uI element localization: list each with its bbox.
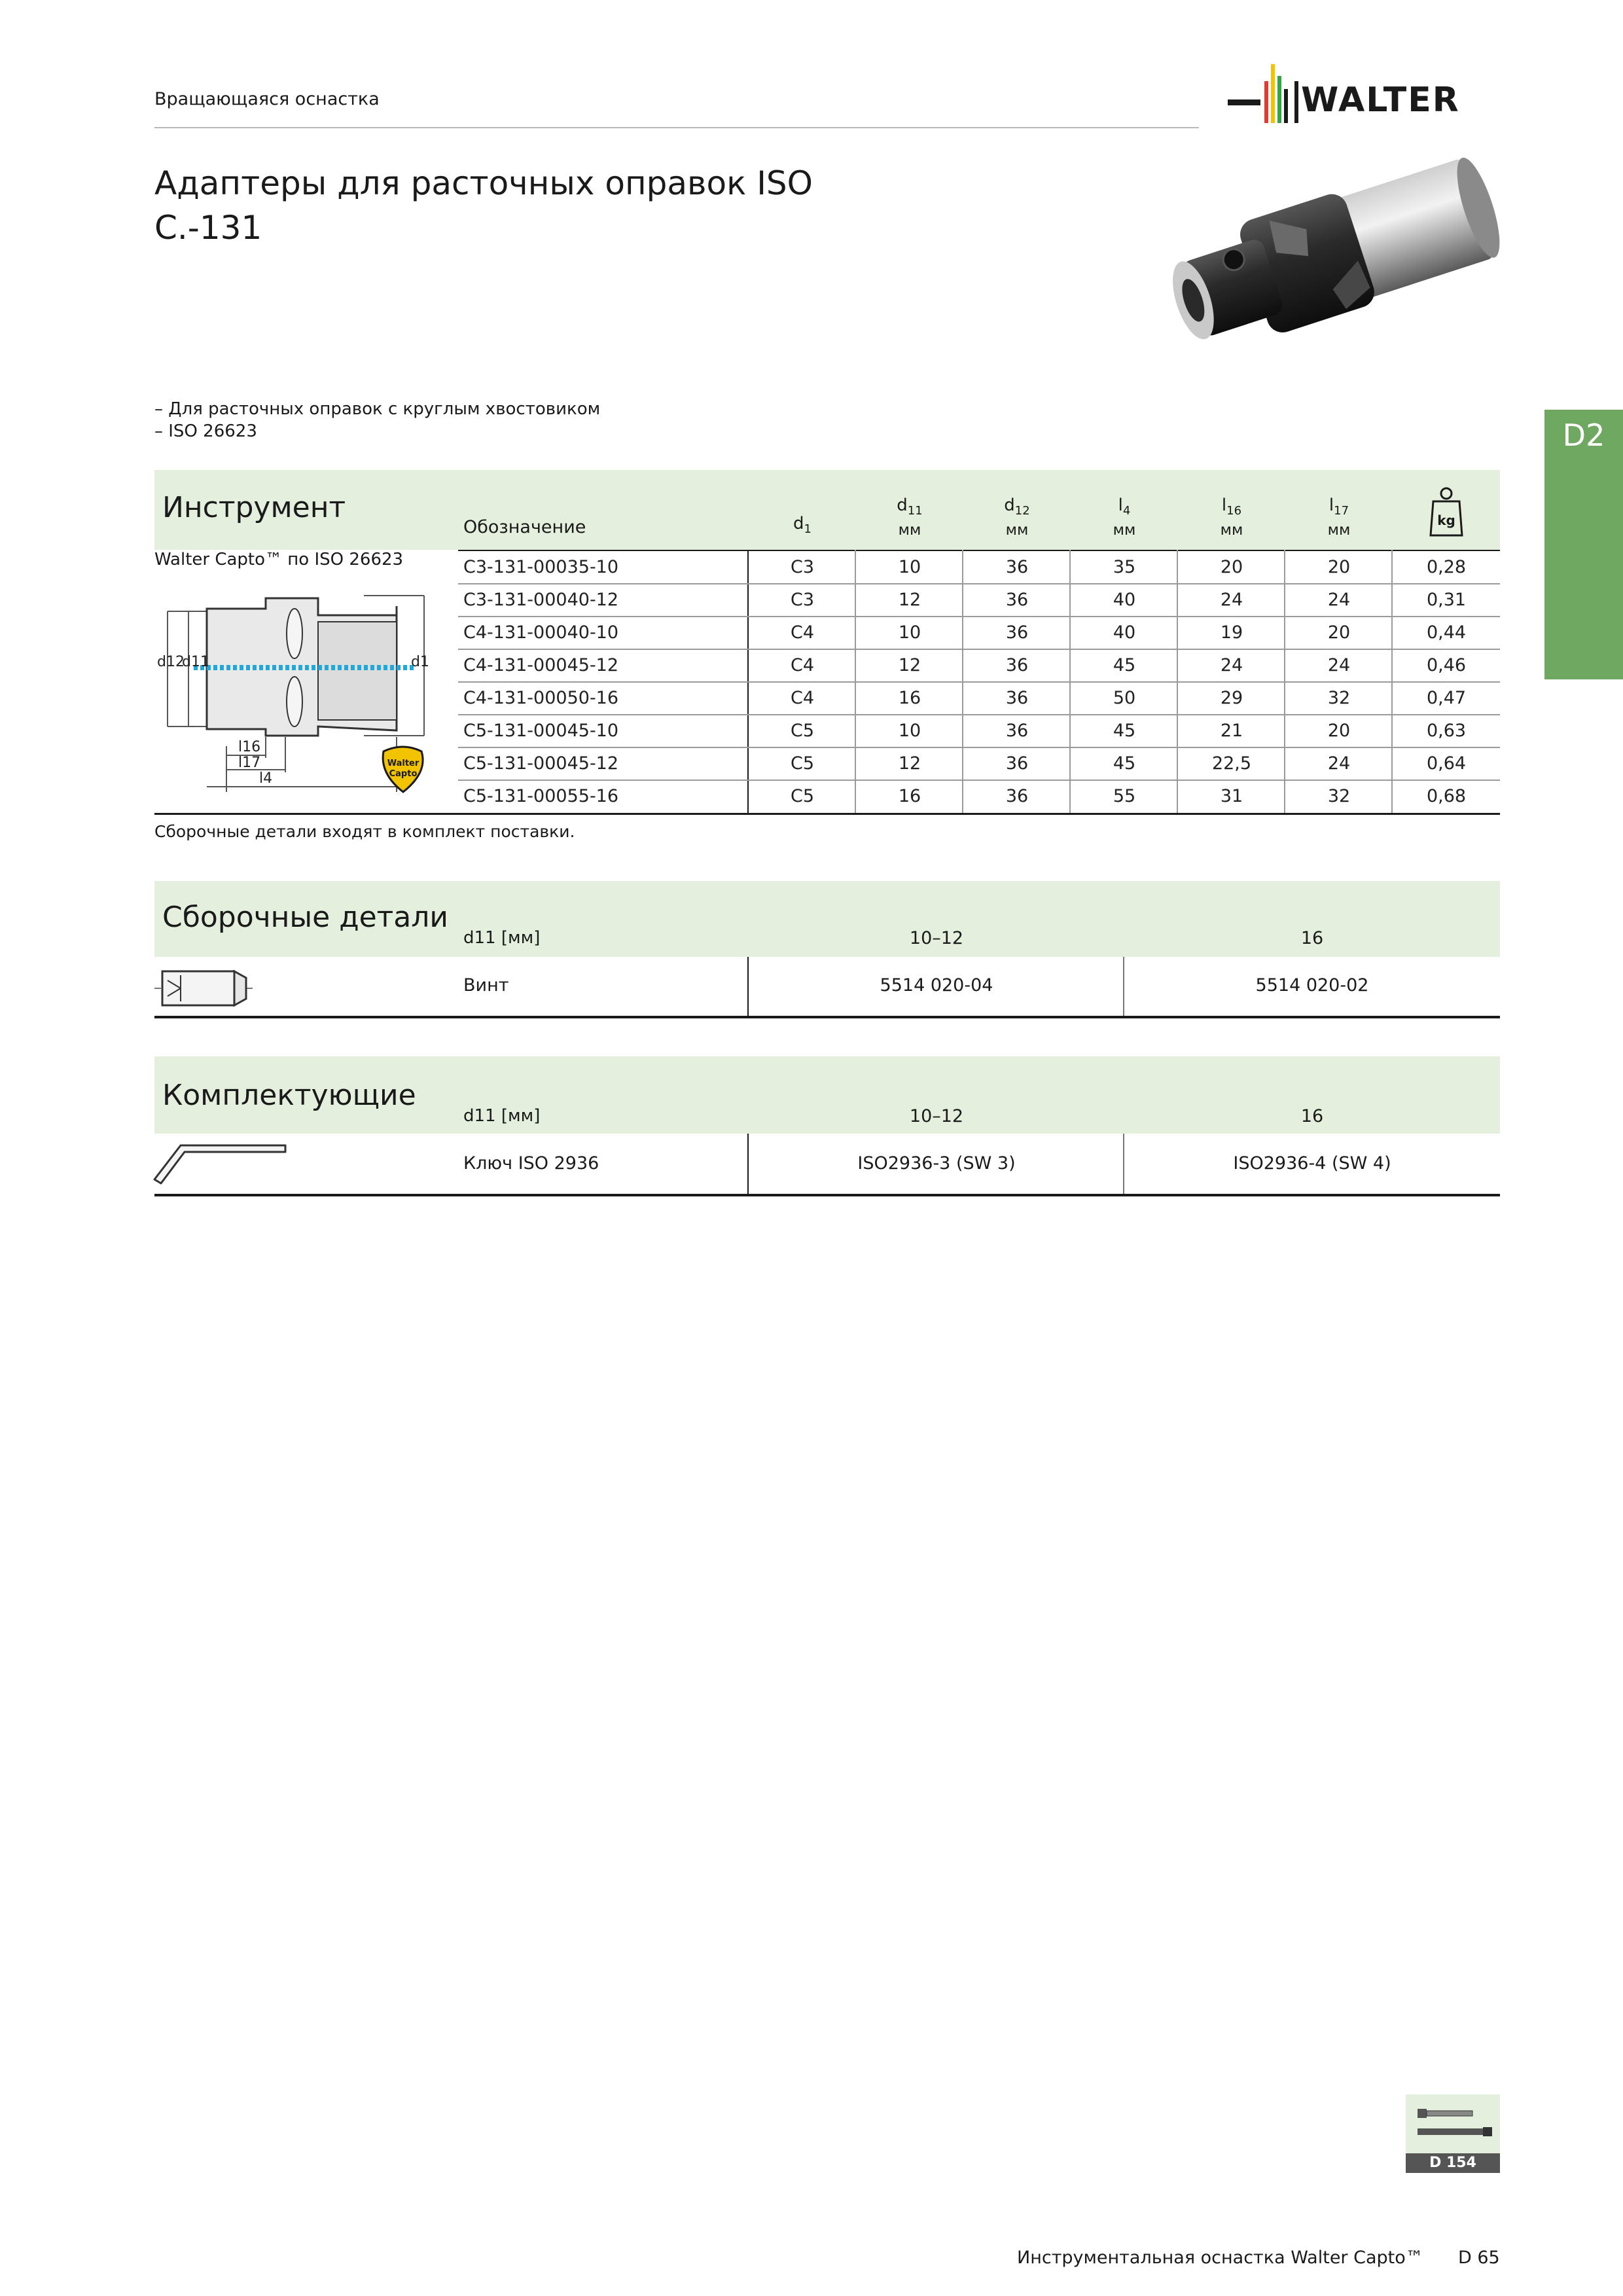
- svg-text:Walter: Walter: [387, 759, 419, 768]
- table-cell: 45: [1113, 753, 1136, 774]
- title-line-2: C.-131: [154, 209, 262, 247]
- table-cell: 32: [1327, 786, 1351, 806]
- accessories-col-1: 10–12: [909, 1106, 964, 1126]
- walter-capto-badge: [383, 747, 423, 792]
- table-cell: 20: [1327, 622, 1351, 643]
- hex-key-icon: [152, 1136, 296, 1189]
- table-cell: C4: [790, 655, 815, 675]
- svg-text:d12: d12: [157, 654, 185, 670]
- table-cell: 10: [898, 622, 921, 643]
- svg-text:l4: l4: [259, 770, 273, 787]
- brand-wordmark: WALTER: [1301, 81, 1460, 120]
- table-cell: 36: [1005, 688, 1029, 708]
- accessories-table-heading: Комплектующие: [162, 1079, 416, 1112]
- assembly-value-2: 5514 020-02: [1255, 975, 1369, 996]
- assembly-col-2: 16: [1300, 928, 1324, 948]
- table-cell: C4: [790, 622, 815, 643]
- table-cell: 12: [898, 753, 921, 774]
- table-cell: 24: [1327, 655, 1351, 675]
- table-cell: 12: [898, 655, 921, 675]
- table-cell: 20: [1327, 557, 1351, 577]
- assembly-col-1: 10–12: [909, 928, 964, 948]
- table-cell: 16: [898, 786, 921, 806]
- table-cell: 20: [1327, 721, 1351, 741]
- assembly-bottom-rule: [154, 1016, 1500, 1018]
- svg-text:kg: kg: [1437, 512, 1455, 528]
- assembly-value-1: 5514 020-04: [880, 975, 993, 996]
- table-cell: 0,68: [1426, 786, 1467, 806]
- assembly-row-label: Винт: [463, 975, 509, 996]
- table-cell: 24: [1327, 753, 1351, 774]
- table-cell: 20: [1220, 557, 1243, 577]
- table-cell: C4: [790, 688, 815, 708]
- accessories-col-2: 16: [1300, 1106, 1324, 1126]
- reference-label: D 154: [1406, 2153, 1500, 2173]
- accessories-col-label: d11 [мм]: [463, 1106, 541, 1126]
- table-cell: 24: [1327, 590, 1351, 610]
- table-cell: 10: [898, 557, 921, 577]
- table-cell: 0,28: [1426, 557, 1467, 577]
- table-cell: C3: [790, 590, 815, 610]
- table-cell: 36: [1005, 721, 1029, 741]
- svg-text:Capto: Capto: [389, 769, 418, 779]
- table-cell: 24: [1220, 655, 1243, 675]
- supply-note: Сборочные детали входят в комплект поставки.: [154, 822, 575, 841]
- section-label: Вращающаяся оснастка: [154, 89, 380, 109]
- table-cell-designation: C5-131-00045-10: [463, 721, 619, 741]
- table-cell: C5: [790, 753, 815, 774]
- accessories-value-1: ISO2936-3 (SW 3): [857, 1153, 1016, 1174]
- table-cell: 55: [1113, 786, 1136, 806]
- table-cell-designation: C4-131-00045-12: [463, 655, 619, 675]
- col-header-l17: $l_{17}$ мм: [1327, 495, 1351, 539]
- table-cell: 16: [898, 688, 921, 708]
- table-cell: 0,63: [1426, 721, 1467, 741]
- table-cell: 0,64: [1426, 753, 1467, 774]
- table-cell: C3: [790, 557, 815, 577]
- table-cell: 45: [1113, 721, 1136, 741]
- col-header-d12: $d_{12}$ мм: [1004, 495, 1030, 539]
- table-cell: 36: [1005, 590, 1029, 610]
- col-header-d1: $d_1$: [793, 514, 812, 536]
- table-cell: 0,46: [1426, 655, 1467, 675]
- table-cell-designation: C5-131-00055-16: [463, 786, 619, 806]
- assembly-table-heading: Сборочные детали: [162, 901, 448, 934]
- weight-icon: [1428, 486, 1465, 538]
- table-cell: 36: [1005, 622, 1029, 643]
- table-cell: 0,31: [1426, 590, 1467, 610]
- screw-icon: [154, 962, 253, 1014]
- table-cell: 12: [898, 590, 921, 610]
- table-cell-designation: C3-131-00040-12: [463, 590, 619, 610]
- table-cell: 40: [1113, 622, 1136, 643]
- title-line-1: Адаптеры для расточных оправок ISO: [154, 164, 813, 202]
- svg-text:d1: d1: [411, 654, 429, 670]
- table-cell: 19: [1220, 622, 1243, 643]
- table-cell-designation: C4-131-00050-16: [463, 688, 619, 708]
- table-cell: 0,44: [1426, 622, 1467, 643]
- svg-text:d11: d11: [182, 654, 209, 670]
- header-rule: [154, 127, 1199, 128]
- dimension-drawing: [154, 583, 442, 805]
- reference-thumbnail: [1406, 2094, 1500, 2153]
- table-cell: 45: [1113, 655, 1136, 675]
- table-cell: 40: [1113, 590, 1136, 610]
- col-header-l4: $l_4$ мм: [1113, 495, 1136, 539]
- svg-text:l16: l16: [238, 739, 261, 755]
- feature-item: – ISO 26623: [154, 422, 257, 441]
- reference-link[interactable]: [1406, 2094, 1500, 2173]
- col-header-d11: $d_{11}$ мм: [897, 495, 923, 539]
- page-number: D 65: [1458, 2248, 1500, 2268]
- assembly-col-label: d11 [мм]: [463, 928, 541, 948]
- feature-list: [154, 398, 600, 442]
- chapter-tab[interactable]: [1544, 410, 1623, 679]
- table-cell: 24: [1220, 590, 1243, 610]
- table-cell: 36: [1005, 557, 1029, 577]
- table-cell: 36: [1005, 753, 1029, 774]
- table-cell: 29: [1220, 688, 1243, 708]
- table-cell: 21: [1220, 721, 1243, 741]
- table-cell: C5: [790, 786, 815, 806]
- table-cell: 36: [1005, 655, 1029, 675]
- table-cell: C5: [790, 721, 815, 741]
- table-cell-designation: C3-131-00035-10: [463, 557, 619, 577]
- col-header-l16: $l_{16}$ мм: [1220, 495, 1243, 539]
- feature-item: – Для расточных оправок с круглым хвостовиком: [154, 399, 601, 419]
- accessories-bottom-rule: [154, 1194, 1500, 1196]
- footer-title: Инструментальная оснастка Walter Capto™: [1017, 2248, 1423, 2268]
- chapter-tab-label: D2: [1562, 418, 1605, 453]
- tool-table-subtitle: Walter Capto™ по ISO 26623: [154, 550, 404, 569]
- table-cell: 35: [1113, 557, 1136, 577]
- table-cell-designation: C4-131-00040-10: [463, 622, 619, 643]
- svg-text:l17: l17: [238, 755, 261, 771]
- accessories-row-label: Ключ ISO 2936: [463, 1153, 599, 1174]
- table-cell-designation: C5-131-00045-12: [463, 753, 619, 774]
- tool-table-heading: Инструмент: [162, 491, 346, 524]
- table-cell: 0,47: [1426, 688, 1467, 708]
- table-bottom-rule: [154, 813, 1500, 815]
- table-cell: 50: [1113, 688, 1136, 708]
- table-cell: 32: [1327, 688, 1351, 708]
- product-photo: [1165, 151, 1505, 399]
- table-cell: 10: [898, 721, 921, 741]
- designation-header: Обозначение: [463, 517, 586, 537]
- table-cell: 22,5: [1211, 753, 1252, 774]
- page-title: [154, 161, 813, 250]
- table-cell: 31: [1220, 786, 1243, 806]
- accessories-value-2: ISO2936-4 (SW 4): [1233, 1153, 1391, 1174]
- table-cell: 36: [1005, 786, 1029, 806]
- walter-logo: [1228, 60, 1503, 130]
